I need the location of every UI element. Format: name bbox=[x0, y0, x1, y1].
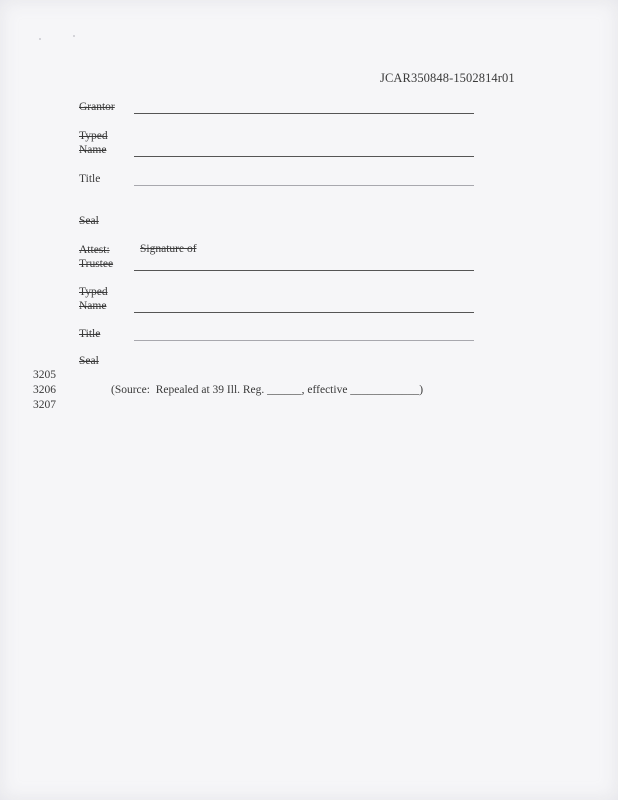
title-line bbox=[134, 185, 474, 186]
seal-label-2: Seal bbox=[79, 355, 99, 367]
attest-label: Attest: bbox=[79, 244, 110, 256]
title-label-2: Title bbox=[79, 328, 101, 340]
line-number: 3205 bbox=[33, 369, 56, 381]
document-id: JCAR350848-1502814r01 bbox=[380, 71, 515, 85]
name-label: Name bbox=[79, 144, 107, 156]
scan-speck bbox=[73, 35, 75, 37]
source-note: (Source: Repealed at 39 Ill. Reg. ______, effective ____________) bbox=[111, 384, 424, 396]
name-label-2: Name bbox=[79, 300, 107, 312]
grantor-signature-line bbox=[134, 113, 474, 114]
line-number: 3207 bbox=[33, 399, 56, 411]
title-line-2 bbox=[134, 340, 474, 341]
title-label: Title bbox=[79, 173, 101, 185]
trustee-label: Trustee bbox=[79, 258, 114, 270]
grantor-label: Grantor bbox=[79, 101, 115, 113]
typed-label-2: Typed bbox=[79, 286, 108, 298]
trustee-signature-line bbox=[134, 270, 474, 271]
line-number: 3206 bbox=[33, 384, 56, 396]
signature-of-label: Signature of bbox=[140, 243, 197, 255]
typed-name-line-2 bbox=[134, 312, 474, 313]
typed-name-line bbox=[134, 156, 474, 157]
scan-speck bbox=[39, 38, 41, 40]
typed-label: Typed bbox=[79, 130, 108, 142]
seal-label: Seal bbox=[79, 215, 99, 227]
